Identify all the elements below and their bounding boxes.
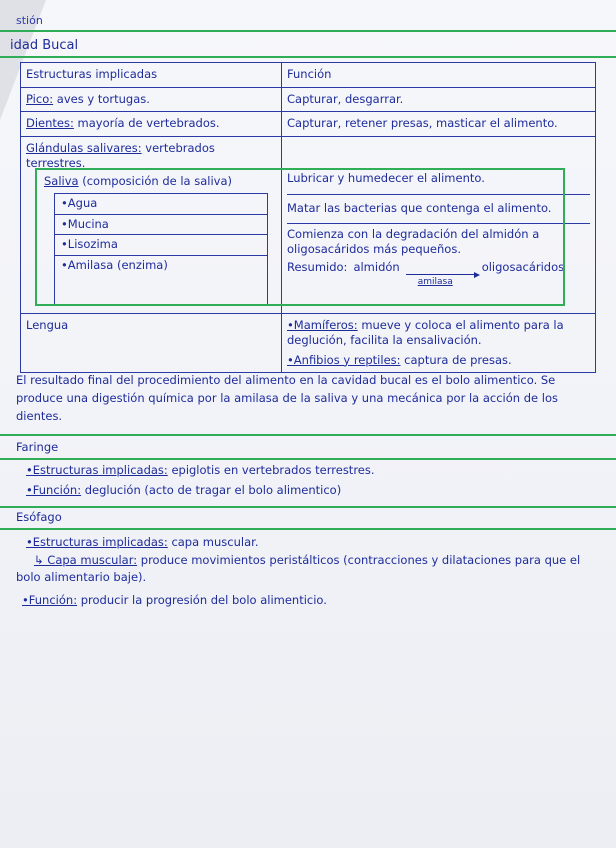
green-rule [0, 30, 616, 32]
section-title-faringe: Faringe [16, 440, 59, 454]
mamiferos-label: •Mamíferos: [287, 317, 358, 332]
header-left-text: stión [16, 14, 43, 27]
saliva-text: (composición de la saliva) [82, 173, 233, 188]
lengua-anfibios [287, 353, 590, 369]
dientes-label: Dientes: [26, 116, 74, 131]
capa-text: produce movimientos peristálticos (contracciones y dilataciones para que el bolo alimentario baje). [16, 553, 581, 585]
esofago-estructuras-label: •Estructuras implicadas: [26, 535, 168, 549]
green-rule [0, 458, 616, 460]
faringe-funcion-text: deglución (acto de tragar el bolo alimentico) [84, 483, 342, 497]
lengua-label: Lengua [21, 313, 282, 373]
list-item: •Mucina [55, 215, 267, 236]
lengua-functions [282, 313, 596, 373]
cell-pico [21, 87, 282, 112]
glandulas-text: vertebrados terrestres. [26, 140, 215, 171]
list-item: •Agua [55, 194, 267, 215]
faringe-estructuras-text: epiglotis en vertebrados terrestres. [171, 463, 375, 477]
list-item: •Lisozima [55, 235, 267, 256]
faringe-estructuras [26, 462, 375, 479]
pico-function: Capturar, desgarrar. [282, 87, 596, 112]
header-funcion: Función [282, 63, 596, 88]
summary-paragraph: El resultado final del procedimiento del alimento en la cavidad bucal es el bolo alimentico. Se produce una digestión química por la amilasa de la saliva y una mecánica por la acción de los dientes. [16, 373, 558, 423]
func-lubricar: Lubricar y humedecer el alimento. [287, 165, 590, 196]
esofago-funcion-text: producir la progresión del bolo alimenticio. [80, 593, 327, 607]
esofago-capa [16, 552, 591, 587]
green-rule [0, 528, 616, 530]
section-title-esofago: Esófago [16, 510, 62, 524]
capa-label: ↳ Capa muscular: [34, 553, 138, 567]
esofago-funcion-label: •Función: [22, 593, 78, 607]
table-row [21, 313, 596, 373]
lengua-mamiferos [287, 318, 590, 349]
green-rule [0, 434, 616, 436]
func-amilasa: Comienza con la degradación del almidón a oligosacáridos más pequeños. [287, 226, 540, 257]
esofago-funcion [22, 592, 327, 609]
green-rule [0, 56, 616, 58]
faringe-estructuras-label: •Estructuras implicadas: [26, 463, 168, 477]
mamiferos-text: mueve y coloca el alimento para la deglución, facilita la ensalivación. [287, 317, 564, 348]
green-rule [0, 506, 616, 508]
esofago-estructuras [26, 534, 258, 551]
esofago-estructuras-text: capa muscular. [171, 535, 259, 549]
table-row [21, 112, 596, 137]
resumido-label: Resumido: [287, 259, 348, 274]
dientes-text: mayoría de vertebrados. [77, 116, 220, 131]
pico-label: Pico: [26, 91, 54, 106]
green-highlight-box [35, 168, 565, 306]
cell-dientes [21, 112, 282, 137]
faringe-funcion-label: •Función: [26, 483, 82, 497]
resumido-to: oligosacáridos [481, 259, 565, 274]
header-estructuras: Estructuras implicadas [21, 63, 282, 88]
dientes-function: Capturar, retener presas, masticar el alimento. [282, 112, 596, 137]
list-item: •Amilasa (enzima) [61, 257, 168, 272]
page-title: idad Bucal [10, 38, 79, 53]
glandulas-label: Glándulas salivares: [26, 140, 142, 155]
resumido-from: almidón [353, 259, 400, 274]
table-header-row [21, 63, 596, 88]
saliva-label: Saliva [44, 173, 79, 188]
resumido-enzyme: amilasa [417, 277, 453, 288]
anfibios-text: captura de presas. [404, 352, 512, 367]
anfibios-label: •Anfibios y reptiles: [287, 352, 401, 367]
pico-text: aves y tortugas. [56, 91, 150, 106]
func-matar: Matar las bacterias que contenga el alimento. [287, 195, 590, 224]
table-row [21, 87, 596, 112]
faringe-funcion [26, 482, 341, 499]
